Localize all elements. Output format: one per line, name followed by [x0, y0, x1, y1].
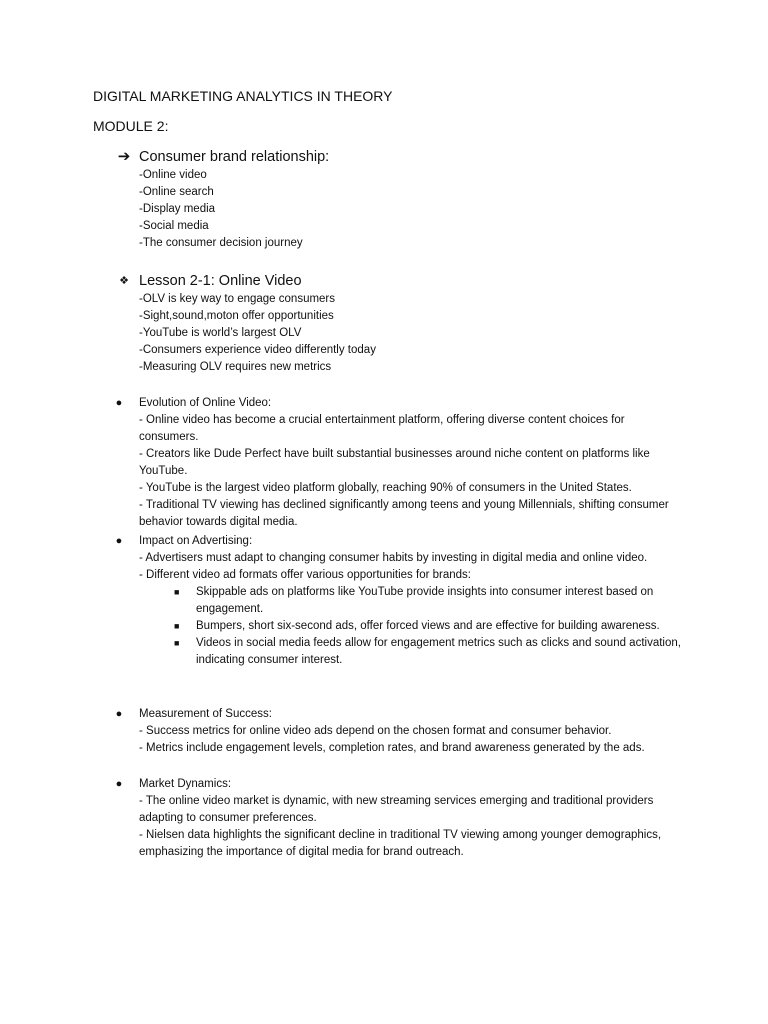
paragraph: - Success metrics for online video ads depend on the chosen format and consumer behavior. [139, 725, 612, 737]
bullet-dot-icon: ● [115, 535, 123, 547]
paragraph: - Traditional TV viewing has declined significantly among teens and young Millennials, shifting consumer behavior towards digital media. [139, 499, 669, 528]
bullet-measurement [115, 706, 684, 757]
bullet-title: Evolution of Online Video: [139, 397, 272, 409]
list-item [139, 635, 684, 669]
list-item-text: Skippable ads on platforms like YouTube provide insights into consumer interest based on engagement. [196, 586, 654, 615]
section-lesson-2-1 [119, 271, 699, 376]
list-item-text: Videos in social media feeds allow for engagement metrics such as clicks and sound activation, indicating consumer interest. [196, 637, 681, 666]
square-bullet-icon: ■ [174, 638, 180, 648]
arrow-right-icon: ➔ [117, 148, 131, 165]
bullet-dot-icon: ● [115, 778, 123, 790]
list-item: -Online search [139, 186, 214, 198]
paragraph: - The online video market is dynamic, with new streaming services emerging and traditional providers adapting to consumer preferences. [139, 795, 654, 824]
list-item: -Measuring OLV requires new metrics [139, 361, 332, 373]
section-consumer-brand [117, 147, 699, 252]
section-heading: Consumer brand relationship: [139, 149, 330, 165]
list-item: -OLV is key way to engage consumers [139, 293, 336, 305]
paragraph: - YouTube is the largest video platform globally, reaching 90% of consumers in the United States. [139, 482, 632, 494]
bullet-dot-icon: ● [115, 708, 123, 720]
bullet-title: Measurement of Success: [139, 708, 272, 720]
bullet-dot-icon: ● [115, 397, 123, 409]
bullet-title: Market Dynamics: [139, 778, 232, 790]
paragraph: - Nielsen data highlights the significant decline in traditional TV viewing among younger demographics, emphasizing the importance of digital media for brand outreach. [139, 829, 662, 858]
list-item: -Sight,sound,moton offer opportunities [139, 310, 334, 322]
section-heading: Lesson 2-1: Online Video [139, 273, 302, 289]
bullet-impact [115, 533, 684, 669]
square-bullet-icon: ■ [174, 587, 180, 597]
list-item: -Display media [139, 203, 216, 215]
paragraph: - Advertisers must adapt to changing consumer habits by investing in digital media and online video. [139, 552, 648, 564]
paragraph: - Creators like Dude Perfect have built substantial businesses around niche content on platforms like YouTube. [139, 448, 650, 477]
list-item: -Social media [139, 220, 209, 232]
document-title: DIGITAL MARKETING ANALYTICS IN THEORY [93, 88, 393, 104]
paragraph: - Online video has become a crucial entertainment platform, offering diverse content choices for consumers. [139, 414, 625, 443]
bullet-evolution [115, 395, 684, 531]
diamond-bullet-icon: ❖ [119, 275, 129, 287]
paragraph: - Different video ad formats offer various opportunities for brands: [139, 569, 471, 581]
list-item: -Consumers experience video differently today [139, 344, 376, 356]
paragraph: - Metrics include engagement levels, completion rates, and brand awareness generated by the ads. [139, 742, 645, 754]
list-item [139, 584, 684, 618]
list-item [139, 618, 684, 635]
bullet-title: Impact on Advertising: [139, 535, 253, 547]
list-item-text: Bumpers, short six-second ads, offer forced views and are effective for building awareness. [196, 620, 660, 632]
list-item: -YouTube is world’s largest OLV [139, 327, 302, 339]
square-bullet-icon: ■ [174, 621, 180, 631]
list-item: -The consumer decision journey [139, 237, 303, 249]
module-heading: MODULE 2: [93, 118, 169, 134]
list-item: -Online video [139, 169, 207, 181]
bullet-market [115, 776, 684, 861]
